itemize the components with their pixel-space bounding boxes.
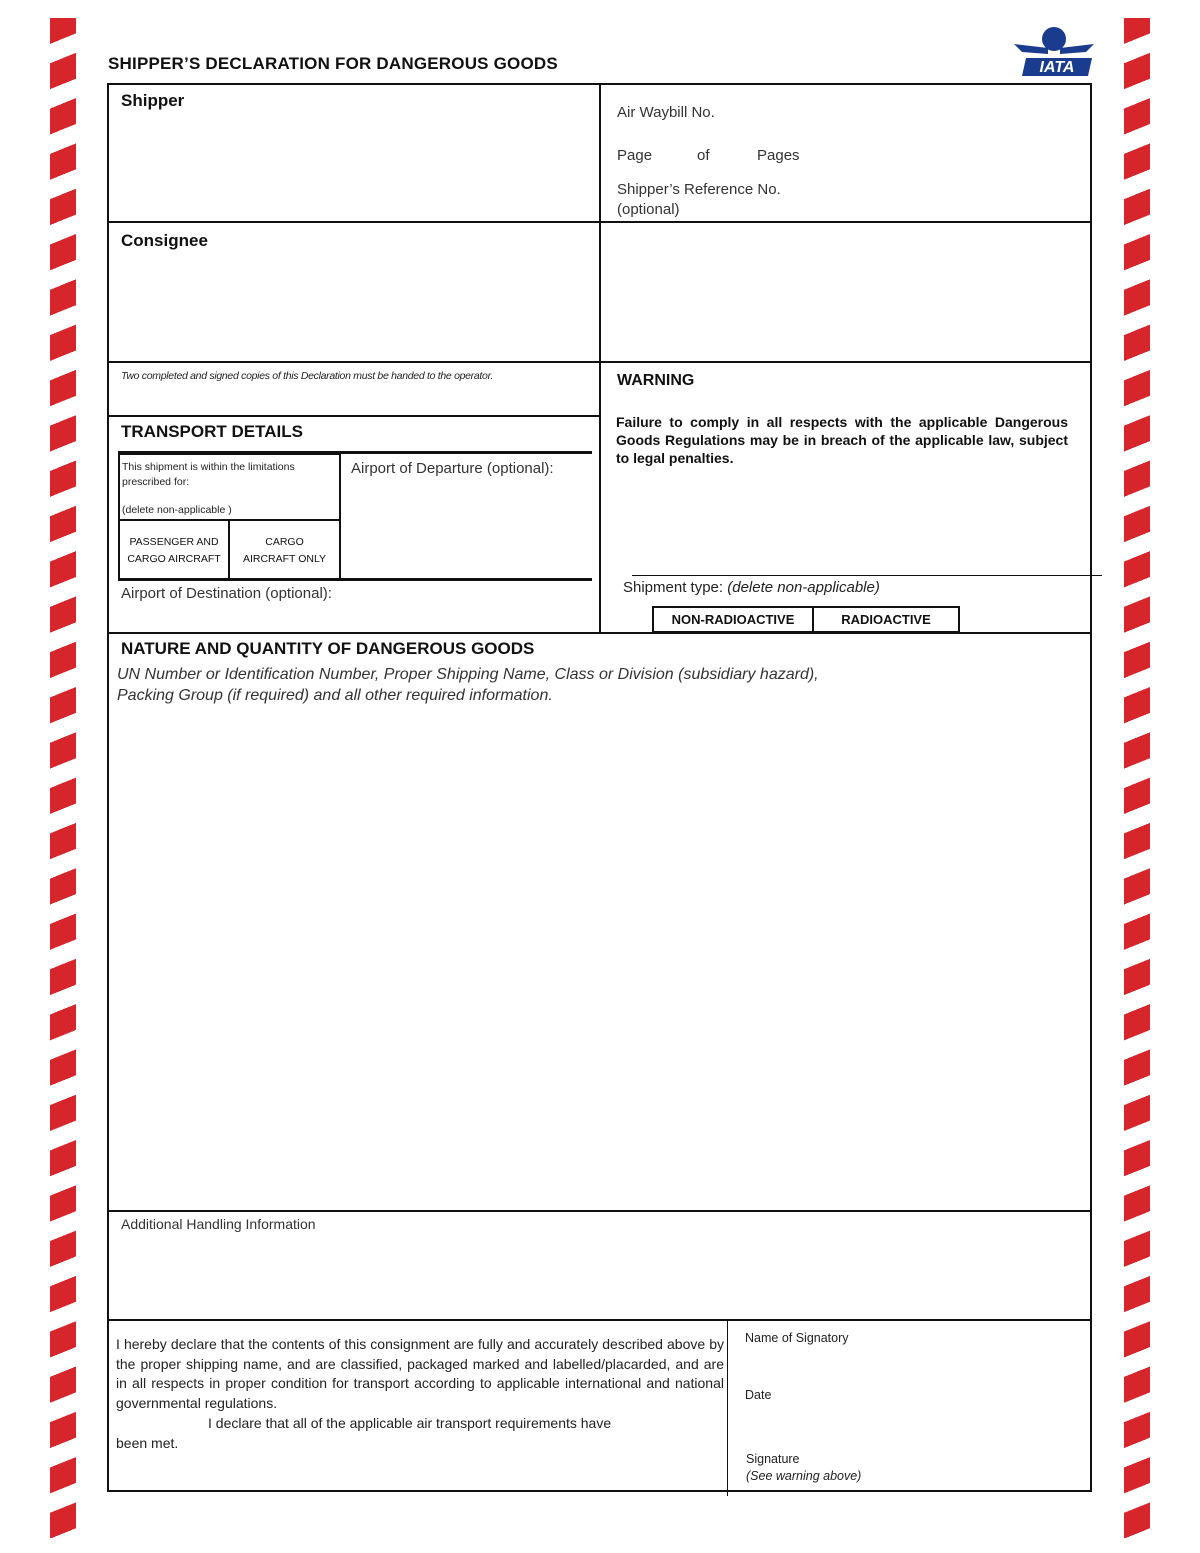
limitations-line2: prescribed for:: [122, 476, 190, 488]
iata-logo-icon: [1012, 24, 1096, 78]
dangerous-goods-field[interactable]: [109, 710, 1090, 1208]
signature-note: (See warning above): [746, 1469, 862, 1483]
delete-non-applicable-note: (delete non-applicable ): [122, 504, 232, 516]
nature-description-line2: Packing Group (if required) and all other required information.: [117, 687, 553, 704]
transport-details-heading: TRANSPORT DETAILS: [121, 422, 303, 441]
cargo-line2: AIRCRAFT ONLY: [242, 553, 327, 565]
shipment-type-text: Shipment type:: [623, 579, 724, 596]
page-label: Page: [617, 147, 653, 164]
date-field[interactable]: [741, 1405, 1086, 1445]
copies-note: Two completed and signed copies of this Declaration must be handed to the operator.: [121, 370, 494, 382]
shipment-type-label: [623, 579, 880, 596]
additional-handling-field[interactable]: [109, 1235, 1090, 1317]
shipper-reference-optional: (optional): [617, 201, 680, 218]
shipper-field[interactable]: [109, 85, 599, 221]
limitations-line1: This shipment is within the limitations: [122, 461, 295, 473]
signature-field[interactable]: [889, 1445, 1084, 1487]
signature-label: Signature: [746, 1452, 800, 1466]
non-radioactive-option[interactable]: NON-RADIOACTIVE: [652, 606, 814, 633]
date-label: Date: [745, 1388, 772, 1402]
pages-label: Pages: [757, 147, 800, 164]
nature-quantity-heading: NATURE AND QUANTITY OF DANGEROUS GOODS: [121, 639, 535, 658]
page-title: SHIPPER’S DECLARATION FOR DANGEROUS GOODS: [108, 54, 558, 73]
radioactive-option[interactable]: RADIOACTIVE: [812, 606, 960, 633]
declaration-text: I hereby declare that the contents of this consignment are fully and accurately described above by the proper shipping name, and are classified, packaged marked and labelled/placarded, and are in all respects in proper condition for transport according to applicable international and national governmental regulations.: [116, 1336, 724, 1412]
name-of-signatory-label: Name of Signatory: [745, 1331, 849, 1345]
consignee-field[interactable]: [109, 223, 599, 361]
shipper-reference-label: Shipper’s Reference No.: [617, 181, 781, 198]
logo-text: IATA: [1039, 59, 1075, 76]
nature-description-line1: UN Number or Identification Number, Proper Shipping Name, Class or Division (subsidiary hazard),: [117, 666, 819, 683]
name-of-signatory-field[interactable]: [741, 1347, 1086, 1383]
passenger-line2: CARGO AIRCRAFT: [127, 553, 221, 565]
consignee-label: Consignee: [121, 231, 208, 250]
airport-of-destination-field[interactable]: [119, 603, 595, 631]
declaration-text-last2: been met.: [116, 1434, 179, 1451]
shipment-type-note: (delete non-applicable): [727, 579, 880, 596]
passenger-line1: PASSENGER AND: [129, 536, 219, 548]
airport-of-departure-label: Airport of Departure (optional):: [351, 460, 554, 477]
right-hazard-stripe: [1124, 18, 1150, 1538]
cargo-line1: CARGO: [265, 536, 304, 548]
declaration-text-last1: I declare that all of the applicable air transport requirements have: [208, 1415, 612, 1431]
page-of-label: of: [697, 147, 710, 164]
left-hazard-stripe: [50, 18, 76, 1538]
warning-text: Failure to comply in all respects with the applicable Dangerous Goods Regulations may be in breach of the applicable law, subject to legal penalties.: [616, 414, 1068, 466]
cargo-aircraft-only-option[interactable]: [230, 534, 339, 568]
warning-heading: WARNING: [617, 372, 695, 389]
air-waybill-label: Air Waybill No.: [617, 104, 715, 121]
declaration-text-last: [116, 1414, 724, 1453]
airport-of-departure-field[interactable]: [347, 480, 595, 576]
declaration-form: [107, 83, 1092, 1492]
additional-handling-label: Additional Handling Information: [121, 1216, 316, 1232]
airport-of-destination-label: Airport of Destination (optional):: [121, 585, 332, 602]
passenger-cargo-aircraft-option[interactable]: [120, 534, 228, 568]
shipper-label: Shipper: [121, 91, 185, 110]
